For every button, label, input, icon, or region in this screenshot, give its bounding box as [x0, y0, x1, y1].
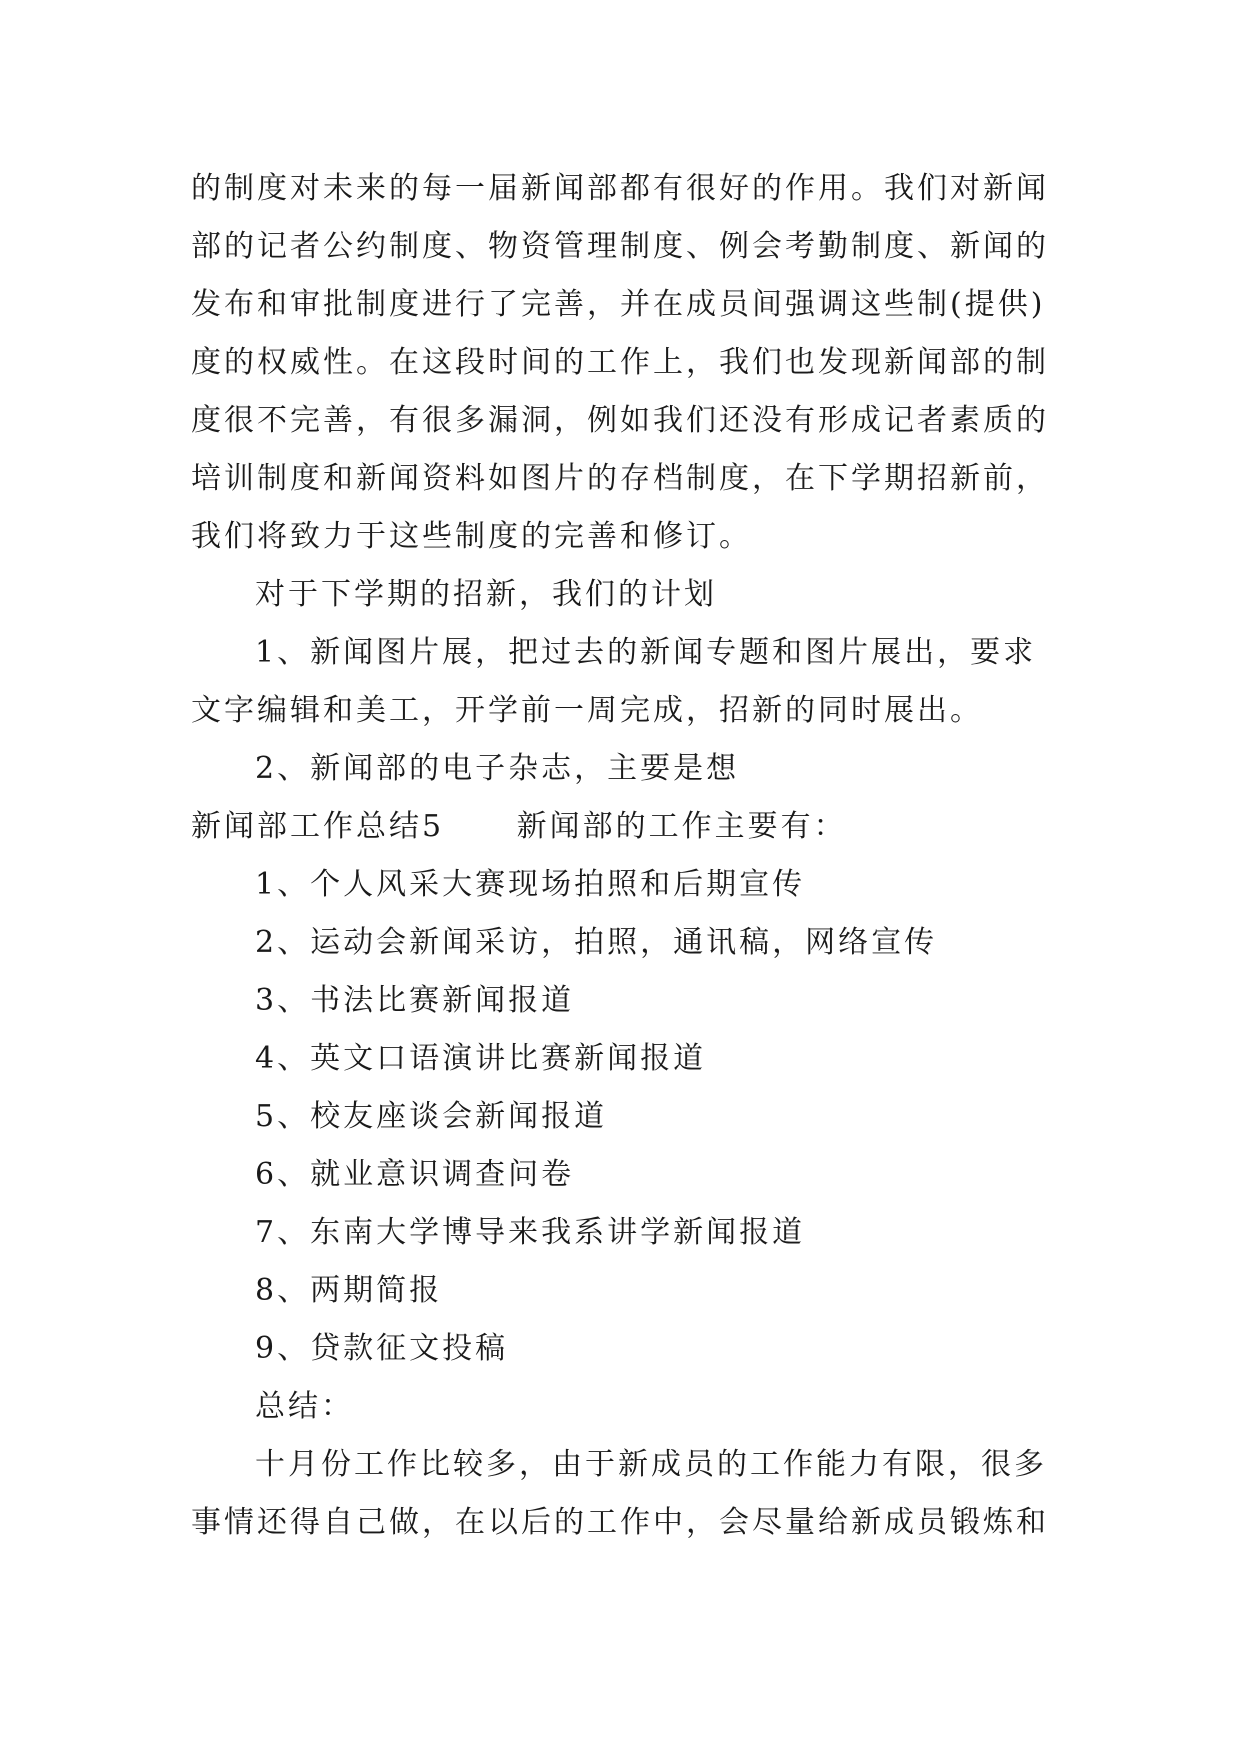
paragraph-line: 度的权威性。在这段时间的工作上，我们也发现新闻部的制: [191, 345, 1049, 380]
document-body: [191, 160, 1061, 1552]
paragraph-line: 度很不完善，有很多漏洞，例如我们还没有形成记者素质的: [191, 403, 1049, 438]
paragraph-line: 部的记者公约制度、物资管理制度、例会考勤制度、新闻的: [191, 229, 1049, 264]
paragraph-line: 培训制度和新闻资料如图片的存档制度，在下学期招新前，: [191, 461, 1049, 496]
paragraph-line: 的制度对未来的每一届新闻部都有很好的作用。我们对新闻: [191, 171, 1049, 206]
section-heading: 新闻部工作总结5: [191, 809, 445, 844]
work-item: 4、英文口语演讲比赛新闻报道: [255, 1041, 707, 1076]
summary-line: 事情还得自己做，在以后的工作中，会尽量给新成员锻炼和: [191, 1505, 1049, 1540]
work-item: 1、个人风采大赛现场拍照和后期宣传: [255, 867, 806, 902]
section-intro: 新闻部的工作主要有：: [516, 809, 847, 844]
work-item: 5、校友座谈会新闻报道: [255, 1099, 608, 1134]
paragraph-line: 我们将致力于这些制度的完善和修订。: [191, 519, 752, 554]
plan-item-2: 2、新闻部的电子杂志，主要是想: [255, 751, 740, 786]
work-item: 6、就业意识调查问卷: [255, 1157, 575, 1192]
section-heading-row: [191, 798, 1061, 856]
plan-item-1-continued: 文字编辑和美工，开学前一周完成，招新的同时展出。: [191, 693, 983, 728]
plan-intro: 对于下学期的招新，我们的计划: [255, 577, 717, 612]
work-item: 3、书法比赛新闻报道: [255, 983, 575, 1018]
summary-line: 十月份工作比较多，由于新成员的工作能力有限，很多: [255, 1447, 1047, 1482]
summary-label: 总结：: [255, 1389, 354, 1424]
paragraph-line: 发布和审批制度进行了完善，并在成员间强调这些制(提供): [191, 287, 1046, 322]
work-item: 8、两期简报: [255, 1273, 443, 1308]
work-item: 2、运动会新闻采访，拍照，通讯稿，网络宣传: [255, 925, 938, 960]
work-item: 9、贷款征文投稿: [255, 1331, 509, 1366]
work-item: 7、东南大学博导来我系讲学新闻报道: [255, 1215, 806, 1250]
plan-item-1: 1、新闻图片展，把过去的新闻专题和图片展出，要求: [255, 635, 1037, 670]
